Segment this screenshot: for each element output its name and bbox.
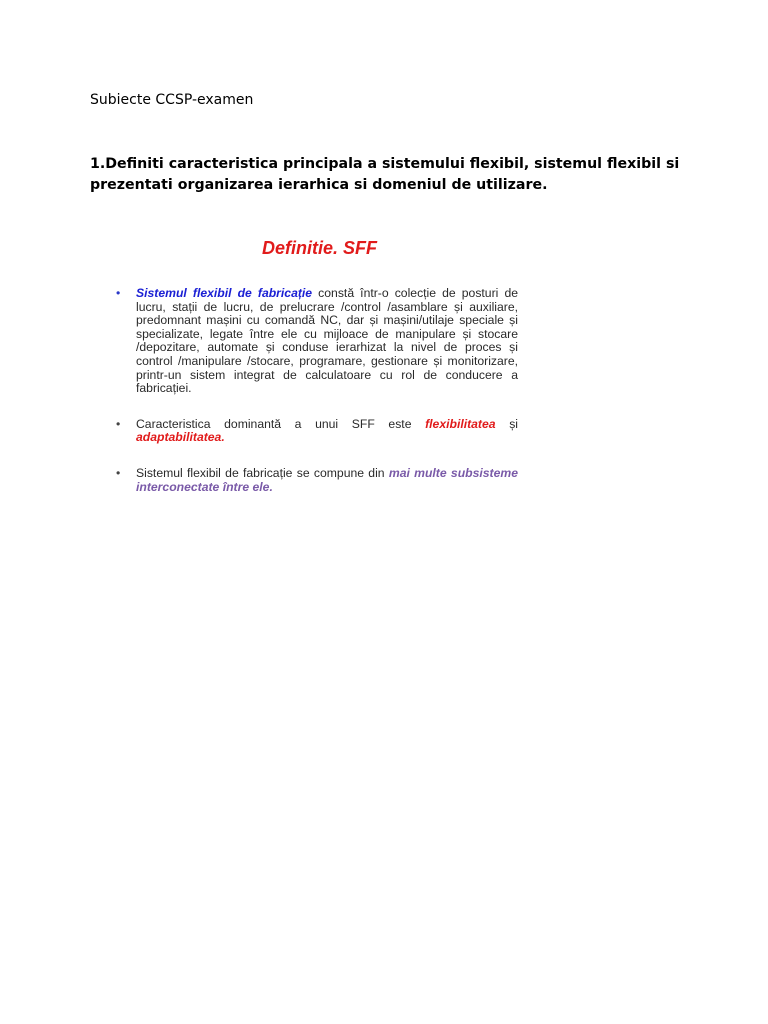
characteristic-text-middle: și: [495, 416, 518, 431]
document-subtitle: Subiecte CCSP-examen: [90, 92, 254, 108]
bullet-item-characteristic: [116, 418, 518, 445]
characteristic-adaptability: adaptabilitatea: [136, 430, 222, 445]
slide-title-text: Definitie. SFF: [262, 238, 378, 258]
definition-term: Sistemul flexibil de fabricație: [136, 286, 313, 300]
bullet-item-composition: [116, 467, 518, 494]
composition-text-before: Sistemul flexibil de fabricație se compune din: [136, 465, 389, 480]
bullet-icon: •: [116, 465, 121, 480]
question-heading: 1.Definiti caracteristica principala a sistemului flexibil, sistemul flexibil si prezentati organizarea ierarhica si domeniul de utilizare.: [90, 156, 680, 193]
characteristic-text-before: Caracteristica dominantă a unui SFF este: [136, 416, 426, 431]
characteristic-text-after: .: [221, 430, 225, 445]
bullet-icon: •: [116, 286, 121, 300]
definition-text: constă într-o colecție de posturi de lucru, stații de lucru, de prelucrare /control /asamblare și auxiliare, predomnant mașini cu comandă NC, dar și mașini/utilaje speciale și specializate, legate între ele cu mijloace de manipulare și stocare /depozitare, automate și conduse ierarhizat la nivel de proces și control /manipulare /stocare, programare, gestionare și monitorizare, printr-un sistem integrat de calculatoare cu rol de conducere a fabricației.: [136, 286, 518, 396]
bullet-item-definition: [116, 287, 518, 396]
composition-subsystems: mai multe subsisteme interconectate între ele: [136, 465, 518, 494]
characteristic-flexibility: flexibilitatea: [425, 416, 496, 431]
slide-title: [262, 238, 377, 259]
slide-body: [116, 287, 518, 494]
composition-text-after: .: [269, 479, 273, 494]
bullet-icon: •: [116, 416, 121, 431]
